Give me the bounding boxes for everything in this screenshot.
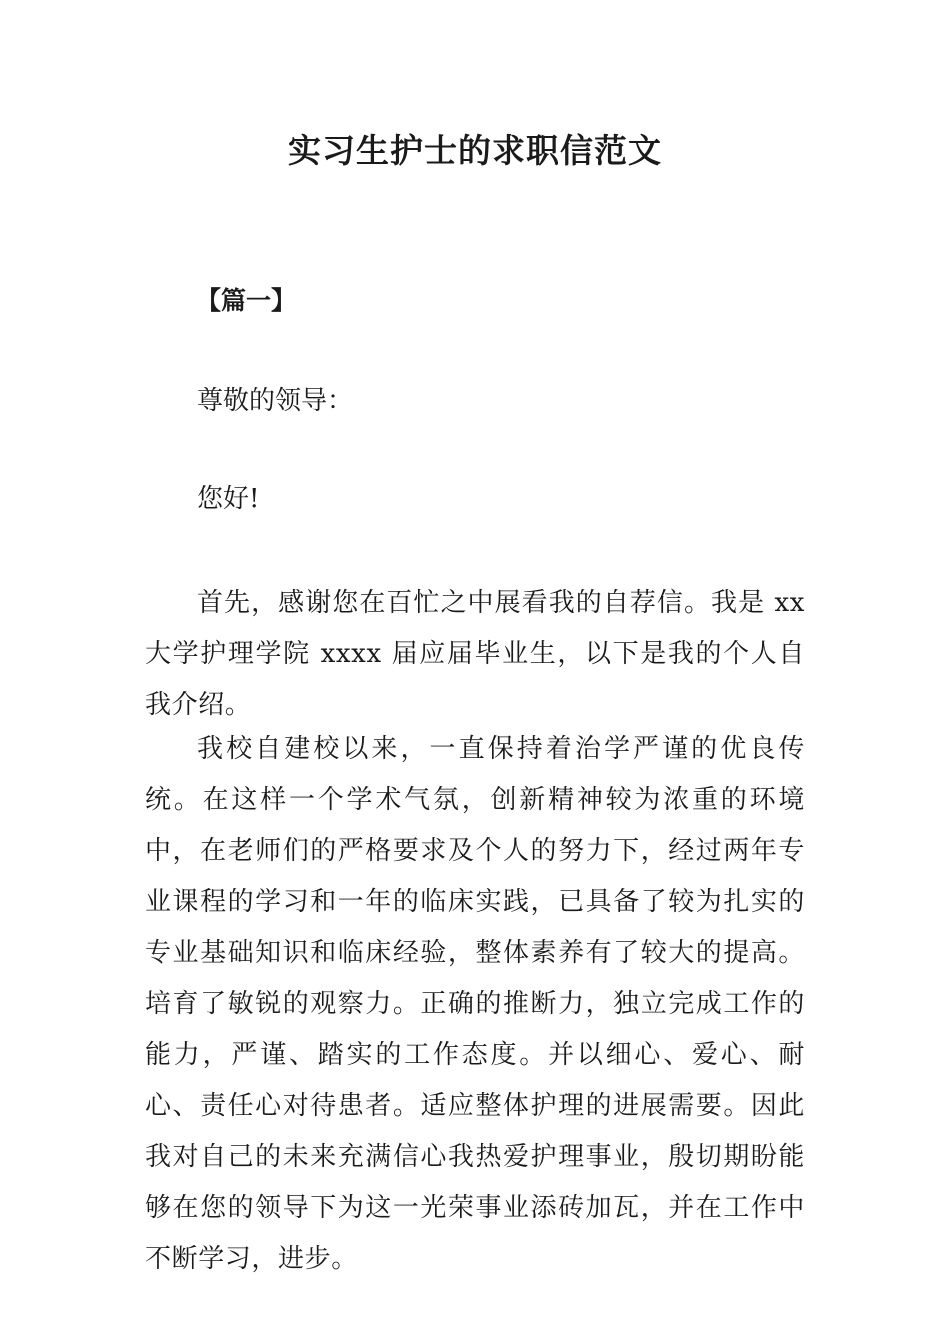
- body-paragraph: 首先，感谢您在百忙之中展看我的自荐信。我是 xx 大学护理学院 xxxx 届应届毕业生，以下是我的个人自我介绍。: [145, 588, 805, 720]
- body-paragraph: 我校自建校以来，一直保持着治学严谨的优良传统。在这样一个学术气氛，创新精神较为浓重的环境中，在老师们的严格要求及个人的努力下，经过两年专业课程的学习和一年的临床实践，已具备了较为扎实的专业基础知识和临床经验，整体素养有了较大的提高。培育了敏锐的观察力。正确的推断力，独立完成工作的能力，严谨、踏实的工作态度。并以细心、爱心、耐心、责任心对待患者。适应整体护理的进展需要。因此我对自己的未来充满信心我热爱护理事业，殷切期盼能够在您的领导下为这一光荣事业添砖加瓦，并在工作中不断学习，进步。: [145, 734, 805, 1274]
- greeting: 您好!: [197, 484, 260, 514]
- salutation: 尊敬的领导：: [197, 386, 354, 416]
- section-label: 【篇一】: [196, 286, 297, 315]
- document-title: 实习生护士的求职信范文: [288, 131, 662, 170]
